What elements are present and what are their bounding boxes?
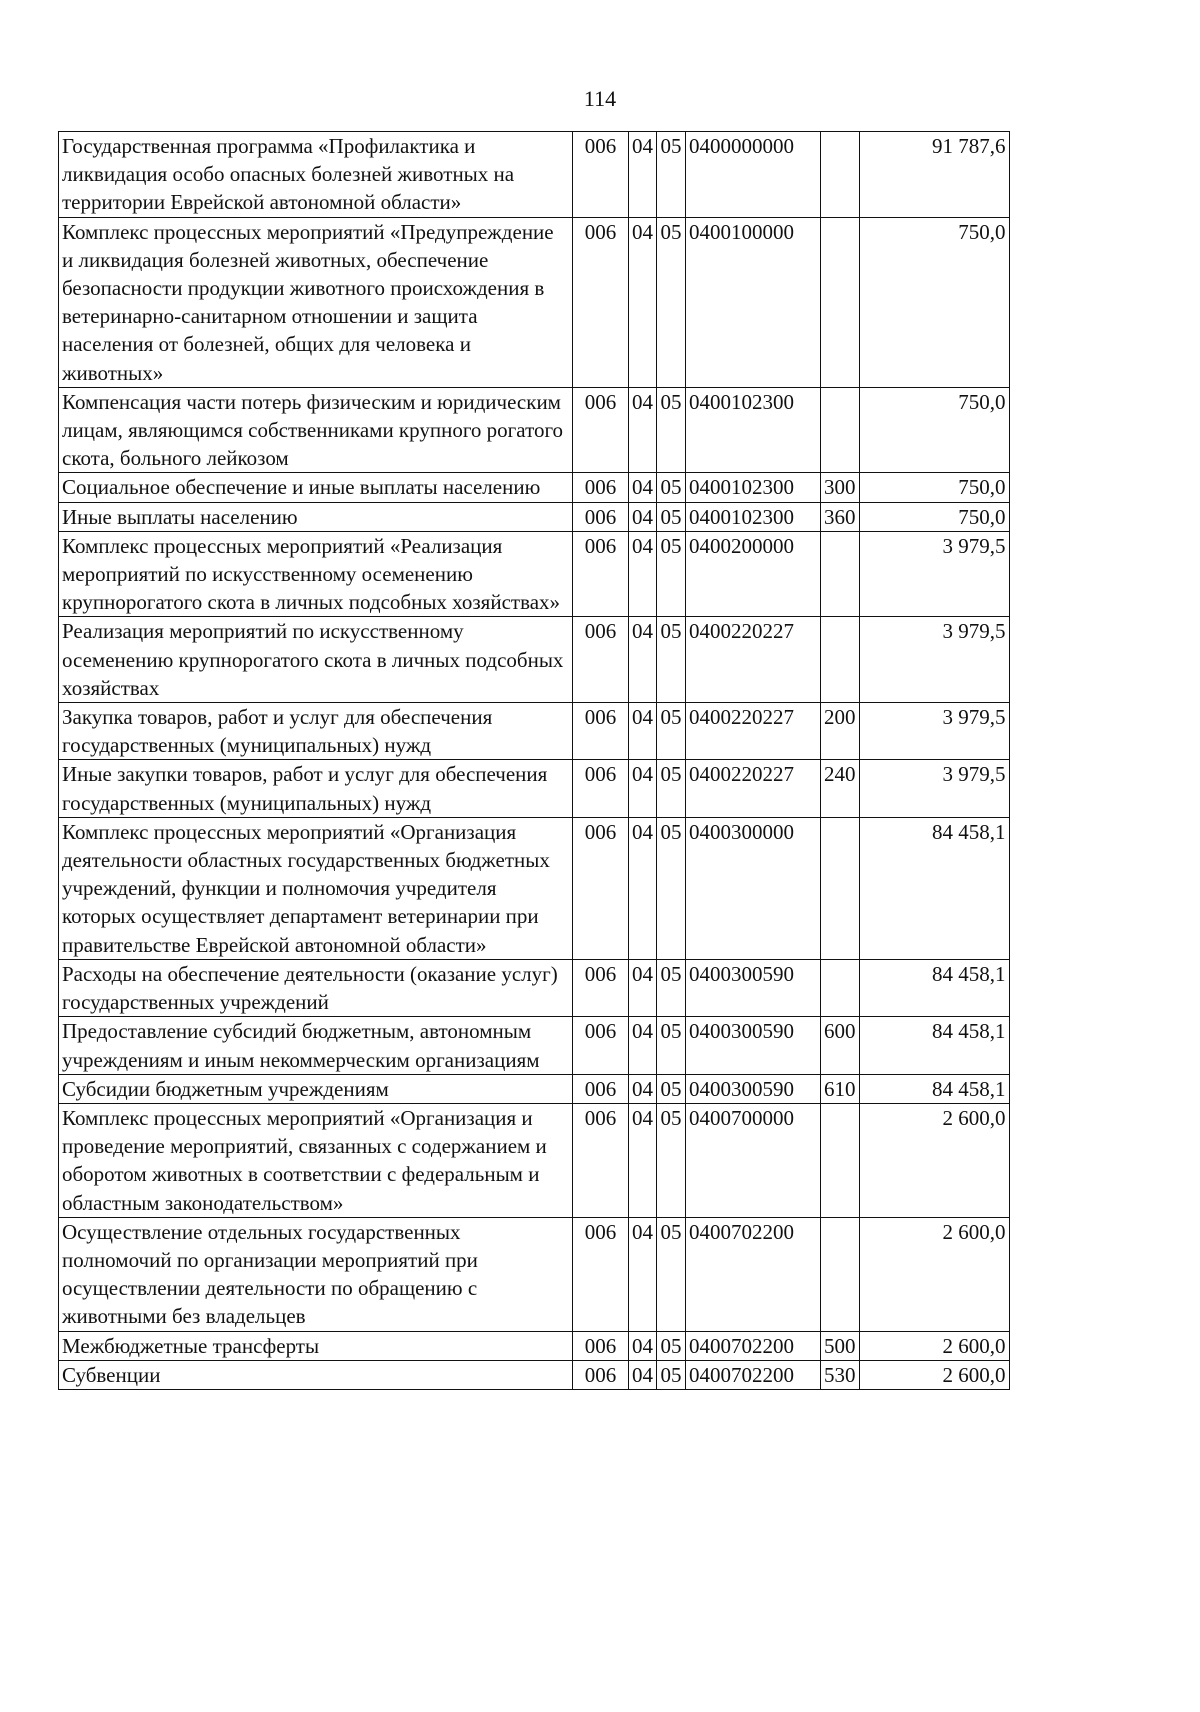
amount-cell: 84 458,1 [859, 1074, 1009, 1103]
section-code-cell: 04 [629, 703, 657, 760]
section-code-cell: 04 [629, 217, 657, 387]
expense-type-cell: 610 [821, 1074, 860, 1103]
expense-name-cell: Закупка товаров, работ и услуг для обеспечения государственных (муниципальных) нужд [59, 703, 573, 760]
target-article-cell: 0400102300 [686, 473, 821, 502]
subsection-code-cell: 05 [657, 1331, 686, 1360]
section-code-cell: 04 [629, 1074, 657, 1103]
amount-cell: 3 979,5 [859, 760, 1009, 817]
expense-name-cell: Социальное обеспечение и иные выплаты населению [59, 473, 573, 502]
amount-cell: 2 600,0 [859, 1331, 1009, 1360]
subsection-code-cell: 05 [657, 1074, 686, 1103]
section-code-cell: 04 [629, 817, 657, 959]
amount-cell: 91 787,6 [859, 132, 1009, 218]
grbs-code-cell: 006 [573, 502, 629, 531]
grbs-code-cell: 006 [573, 473, 629, 502]
expense-name-cell: Комплекс процессных мероприятий «Предупреждение и ликвидация болезней животных, обеспечение безопасности продукции животного происхождения в ветеринарно-санитарном отношении и защита населения от болезней, общих для человека и животных» [59, 217, 573, 387]
amount-cell: 750,0 [859, 217, 1009, 387]
grbs-code-cell: 006 [573, 387, 629, 473]
grbs-code-cell: 006 [573, 531, 629, 617]
amount-cell: 84 458,1 [859, 817, 1009, 959]
page-number: 114 [583, 86, 617, 111]
expense-type-cell [821, 817, 860, 959]
expense-name-cell: Иные выплаты населению [59, 502, 573, 531]
expense-name-cell: Предоставление субсидий бюджетным, автономным учреждениям и иным некоммерческим организациям [59, 1017, 573, 1074]
grbs-code-cell: 006 [573, 1217, 629, 1331]
expense-type-cell: 300 [821, 473, 860, 502]
subsection-code-cell: 05 [657, 617, 686, 703]
expense-name-cell: Субсидии бюджетным учреждениям [59, 1074, 573, 1103]
grbs-code-cell: 006 [573, 703, 629, 760]
target-article-cell: 0400702200 [686, 1217, 821, 1331]
table-row [59, 1074, 1010, 1103]
section-code-cell: 04 [629, 1217, 657, 1331]
amount-cell: 3 979,5 [859, 531, 1009, 617]
table-row [59, 817, 1010, 959]
amount-cell: 2 600,0 [859, 1217, 1009, 1331]
expense-name-cell: Иные закупки товаров, работ и услуг для обеспечения государственных (муниципальных) нужд [59, 760, 573, 817]
subsection-code-cell: 05 [657, 703, 686, 760]
expense-name-cell: Государственная программа «Профилактика и ликвидация особо опасных болезней животных на территории Еврейской автономной области» [59, 132, 573, 218]
expense-type-cell: 600 [821, 1017, 860, 1074]
amount-cell: 750,0 [859, 387, 1009, 473]
subsection-code-cell: 05 [657, 760, 686, 817]
subsection-code-cell: 05 [657, 531, 686, 617]
amount-cell: 750,0 [859, 502, 1009, 531]
amount-cell: 2 600,0 [859, 1103, 1009, 1217]
subsection-code-cell: 05 [657, 132, 686, 218]
section-code-cell: 04 [629, 1103, 657, 1217]
expense-name-cell: Реализация мероприятий по искусственному осеменению крупнорогатого скота в личных подсобных хозяйствах [59, 617, 573, 703]
target-article-cell: 0400220227 [686, 760, 821, 817]
table-row [59, 531, 1010, 617]
subsection-code-cell: 05 [657, 217, 686, 387]
target-article-cell: 0400300590 [686, 1017, 821, 1074]
target-article-cell: 0400702200 [686, 1331, 821, 1360]
budget-table [58, 131, 1010, 1390]
table-row [59, 1017, 1010, 1074]
expense-name-cell: Комплекс процессных мероприятий «Организация и проведение мероприятий, связанных с содержанием и оборотом животных в соответствии с федеральным и областным законодательством» [59, 1103, 573, 1217]
expense-type-cell: 200 [821, 703, 860, 760]
section-code-cell: 04 [629, 387, 657, 473]
subsection-code-cell: 05 [657, 473, 686, 502]
section-code-cell: 04 [629, 132, 657, 218]
amount-cell: 84 458,1 [859, 1017, 1009, 1074]
grbs-code-cell: 006 [573, 959, 629, 1016]
target-article-cell: 0400300590 [686, 1074, 821, 1103]
subsection-code-cell: 05 [657, 1217, 686, 1331]
grbs-code-cell: 006 [573, 217, 629, 387]
amount-cell: 84 458,1 [859, 959, 1009, 1016]
grbs-code-cell: 006 [573, 1331, 629, 1360]
expense-name-cell: Осуществление отдельных государственных полномочий по организации мероприятий при осуществлении деятельности по обращению с животными без владельцев [59, 1217, 573, 1331]
target-article-cell: 0400220227 [686, 617, 821, 703]
table-row [59, 959, 1010, 1016]
expense-type-cell: 240 [821, 760, 860, 817]
section-code-cell: 04 [629, 1360, 657, 1389]
table-row [59, 217, 1010, 387]
expense-name-cell: Межбюджетные трансферты [59, 1331, 573, 1360]
target-article-cell: 0400220227 [686, 703, 821, 760]
subsection-code-cell: 05 [657, 959, 686, 1016]
target-article-cell: 0400300000 [686, 817, 821, 959]
subsection-code-cell: 05 [657, 502, 686, 531]
table-row [59, 1360, 1010, 1389]
grbs-code-cell: 006 [573, 617, 629, 703]
target-article-cell: 0400100000 [686, 217, 821, 387]
grbs-code-cell: 006 [573, 760, 629, 817]
amount-cell: 2 600,0 [859, 1360, 1009, 1389]
expense-type-cell [821, 531, 860, 617]
target-article-cell: 0400700000 [686, 1103, 821, 1217]
expense-name-cell: Комплекс процессных мероприятий «Реализация мероприятий по искусственному осеменению крупнорогатого скота в личных подсобных хозяйствах» [59, 531, 573, 617]
expense-type-cell [821, 132, 860, 218]
section-code-cell: 04 [629, 502, 657, 531]
section-code-cell: 04 [629, 531, 657, 617]
expense-name-cell: Компенсация части потерь физическим и юридическим лицам, являющимся собственниками крупного рогатого скота, больного лейкозом [59, 387, 573, 473]
amount-cell: 3 979,5 [859, 703, 1009, 760]
target-article-cell: 0400000000 [686, 132, 821, 218]
table-row [59, 703, 1010, 760]
table-row [59, 1217, 1010, 1331]
target-article-cell: 0400102300 [686, 502, 821, 531]
section-code-cell: 04 [629, 959, 657, 1016]
expense-type-cell [821, 617, 860, 703]
amount-cell: 750,0 [859, 473, 1009, 502]
table-row [59, 502, 1010, 531]
table-row [59, 387, 1010, 473]
expense-type-cell [821, 217, 860, 387]
subsection-code-cell: 05 [657, 1360, 686, 1389]
budget-table-body [59, 132, 1010, 1390]
table-row [59, 132, 1010, 218]
section-code-cell: 04 [629, 473, 657, 502]
expense-type-cell [821, 959, 860, 1016]
target-article-cell: 0400702200 [686, 1360, 821, 1389]
grbs-code-cell: 006 [573, 817, 629, 959]
expense-type-cell: 500 [821, 1331, 860, 1360]
expense-type-cell [821, 1103, 860, 1217]
subsection-code-cell: 05 [657, 817, 686, 959]
target-article-cell: 0400200000 [686, 531, 821, 617]
grbs-code-cell: 006 [573, 1074, 629, 1103]
table-row [59, 1103, 1010, 1217]
section-code-cell: 04 [629, 1331, 657, 1360]
expense-name-cell: Расходы на обеспечение деятельности (оказание услуг) государственных учреждений [59, 959, 573, 1016]
grbs-code-cell: 006 [573, 1360, 629, 1389]
expense-type-cell: 360 [821, 502, 860, 531]
subsection-code-cell: 05 [657, 387, 686, 473]
table-row [59, 473, 1010, 502]
expense-name-cell: Субвенции [59, 1360, 573, 1389]
expense-type-cell [821, 1217, 860, 1331]
table-row [59, 617, 1010, 703]
target-article-cell: 0400300590 [686, 959, 821, 1016]
table-row [59, 760, 1010, 817]
grbs-code-cell: 006 [573, 1103, 629, 1217]
section-code-cell: 04 [629, 617, 657, 703]
grbs-code-cell: 006 [573, 1017, 629, 1074]
subsection-code-cell: 05 [657, 1103, 686, 1217]
expense-name-cell: Комплекс процессных мероприятий «Организация деятельности областных государственных бюджетных учреждений, функции и полномочия учредителя которых осуществляет департамент ветеринарии при правительстве Еврейской автономной области» [59, 817, 573, 959]
target-article-cell: 0400102300 [686, 387, 821, 473]
section-code-cell: 04 [629, 760, 657, 817]
expense-type-cell [821, 387, 860, 473]
grbs-code-cell: 006 [573, 132, 629, 218]
table-row [59, 1331, 1010, 1360]
subsection-code-cell: 05 [657, 1017, 686, 1074]
amount-cell: 3 979,5 [859, 617, 1009, 703]
section-code-cell: 04 [629, 1017, 657, 1074]
expense-type-cell: 530 [821, 1360, 860, 1389]
